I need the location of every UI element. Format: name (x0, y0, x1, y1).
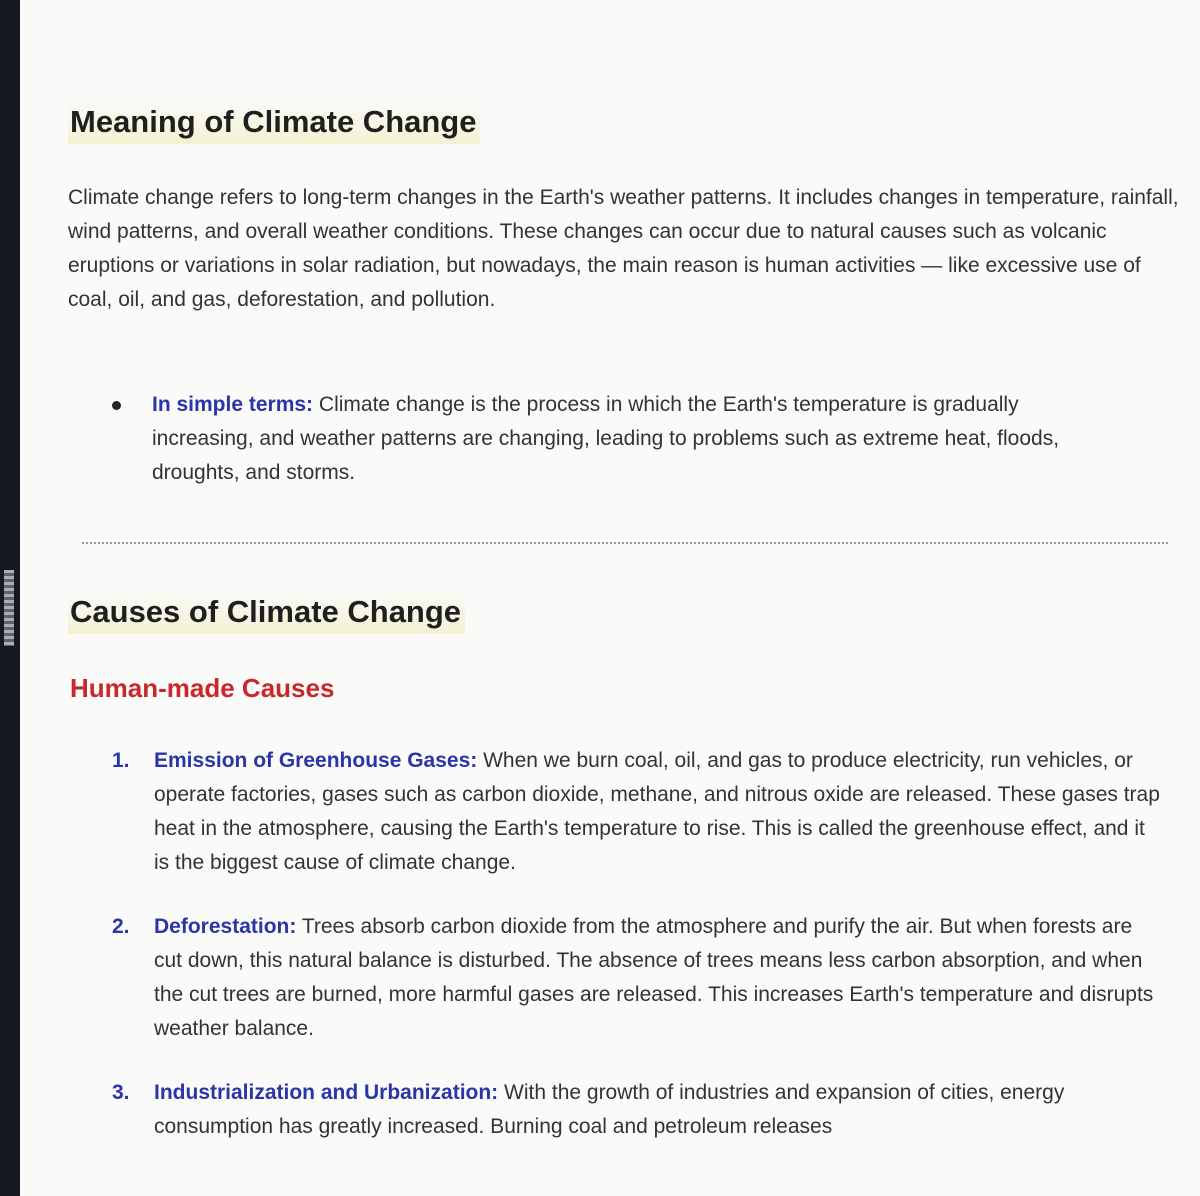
list-item (112, 1076, 1162, 1144)
term-label: Industrialization and Urbanization: (154, 1081, 499, 1104)
item-text: Trees absorb carbon dioxide from the atmosphere and purify the air. But when forests are cut down, this natural balance is disturbed. The absence of trees means less carbon absorption, and when the cut trees are burned, more harmful gases are released. This increases Earth's temperature and disrupts weather balance. (154, 915, 1154, 1040)
edge-grip (4, 570, 14, 646)
item-text: With the growth of industries and expansion of cities, energy consumption has greatly increased. Burning coal and petroleum releases (154, 1081, 1065, 1138)
list-item (112, 388, 1112, 490)
list-item (112, 744, 1162, 880)
meaning-bullet-list (112, 388, 1112, 490)
section-title-meaning: Meaning of Climate Change (68, 102, 480, 144)
meaning-paragraph: Climate change refers to long-term changes in the Earth's weather patterns. It includes changes in temperature, rainfall, wind patterns, and overall weather conditions. These changes can occur due to natural causes such as volcanic eruptions or variations in solar radiation, but nowadays, the main reason is human activities — like excessive use of coal, oil, and gas, deforestation, and pollution. (68, 186, 1179, 311)
item-number: 1. (112, 749, 130, 772)
section-title-causes: Causes of Climate Change (68, 592, 465, 634)
item-number: 3. (112, 1081, 130, 1104)
item-number: 2. (112, 915, 130, 938)
item-text: When we burn coal, oil, and gas to produce electricity, run vehicles, or operate factories, gases such as carbon dioxide, methane, and nitrous oxide are released. These gases trap heat in the atmosphere, causing the Earth's temperature to rise. This is called the greenhouse effect, and it is the biggest cause of climate change. (154, 749, 1160, 874)
list-item (112, 910, 1162, 1046)
section-divider (82, 542, 1168, 544)
subsection-title-human-made: Human-made Causes (70, 673, 335, 703)
bullet-icon (112, 401, 121, 410)
term-label: Emission of Greenhouse Gases: (154, 749, 478, 772)
bullet-text: Climate change is the process in which the Earth's temperature is gradually increasing, and weather patterns are changing, leading to problems such as extreme heat, floods, droughts, and storms. (152, 393, 1060, 484)
document-page (20, 0, 1200, 1196)
term-label: In simple terms: (152, 393, 314, 416)
left-window-edge (0, 0, 20, 1196)
human-causes-list (112, 744, 1162, 1174)
term-label: Deforestation: (154, 915, 297, 938)
